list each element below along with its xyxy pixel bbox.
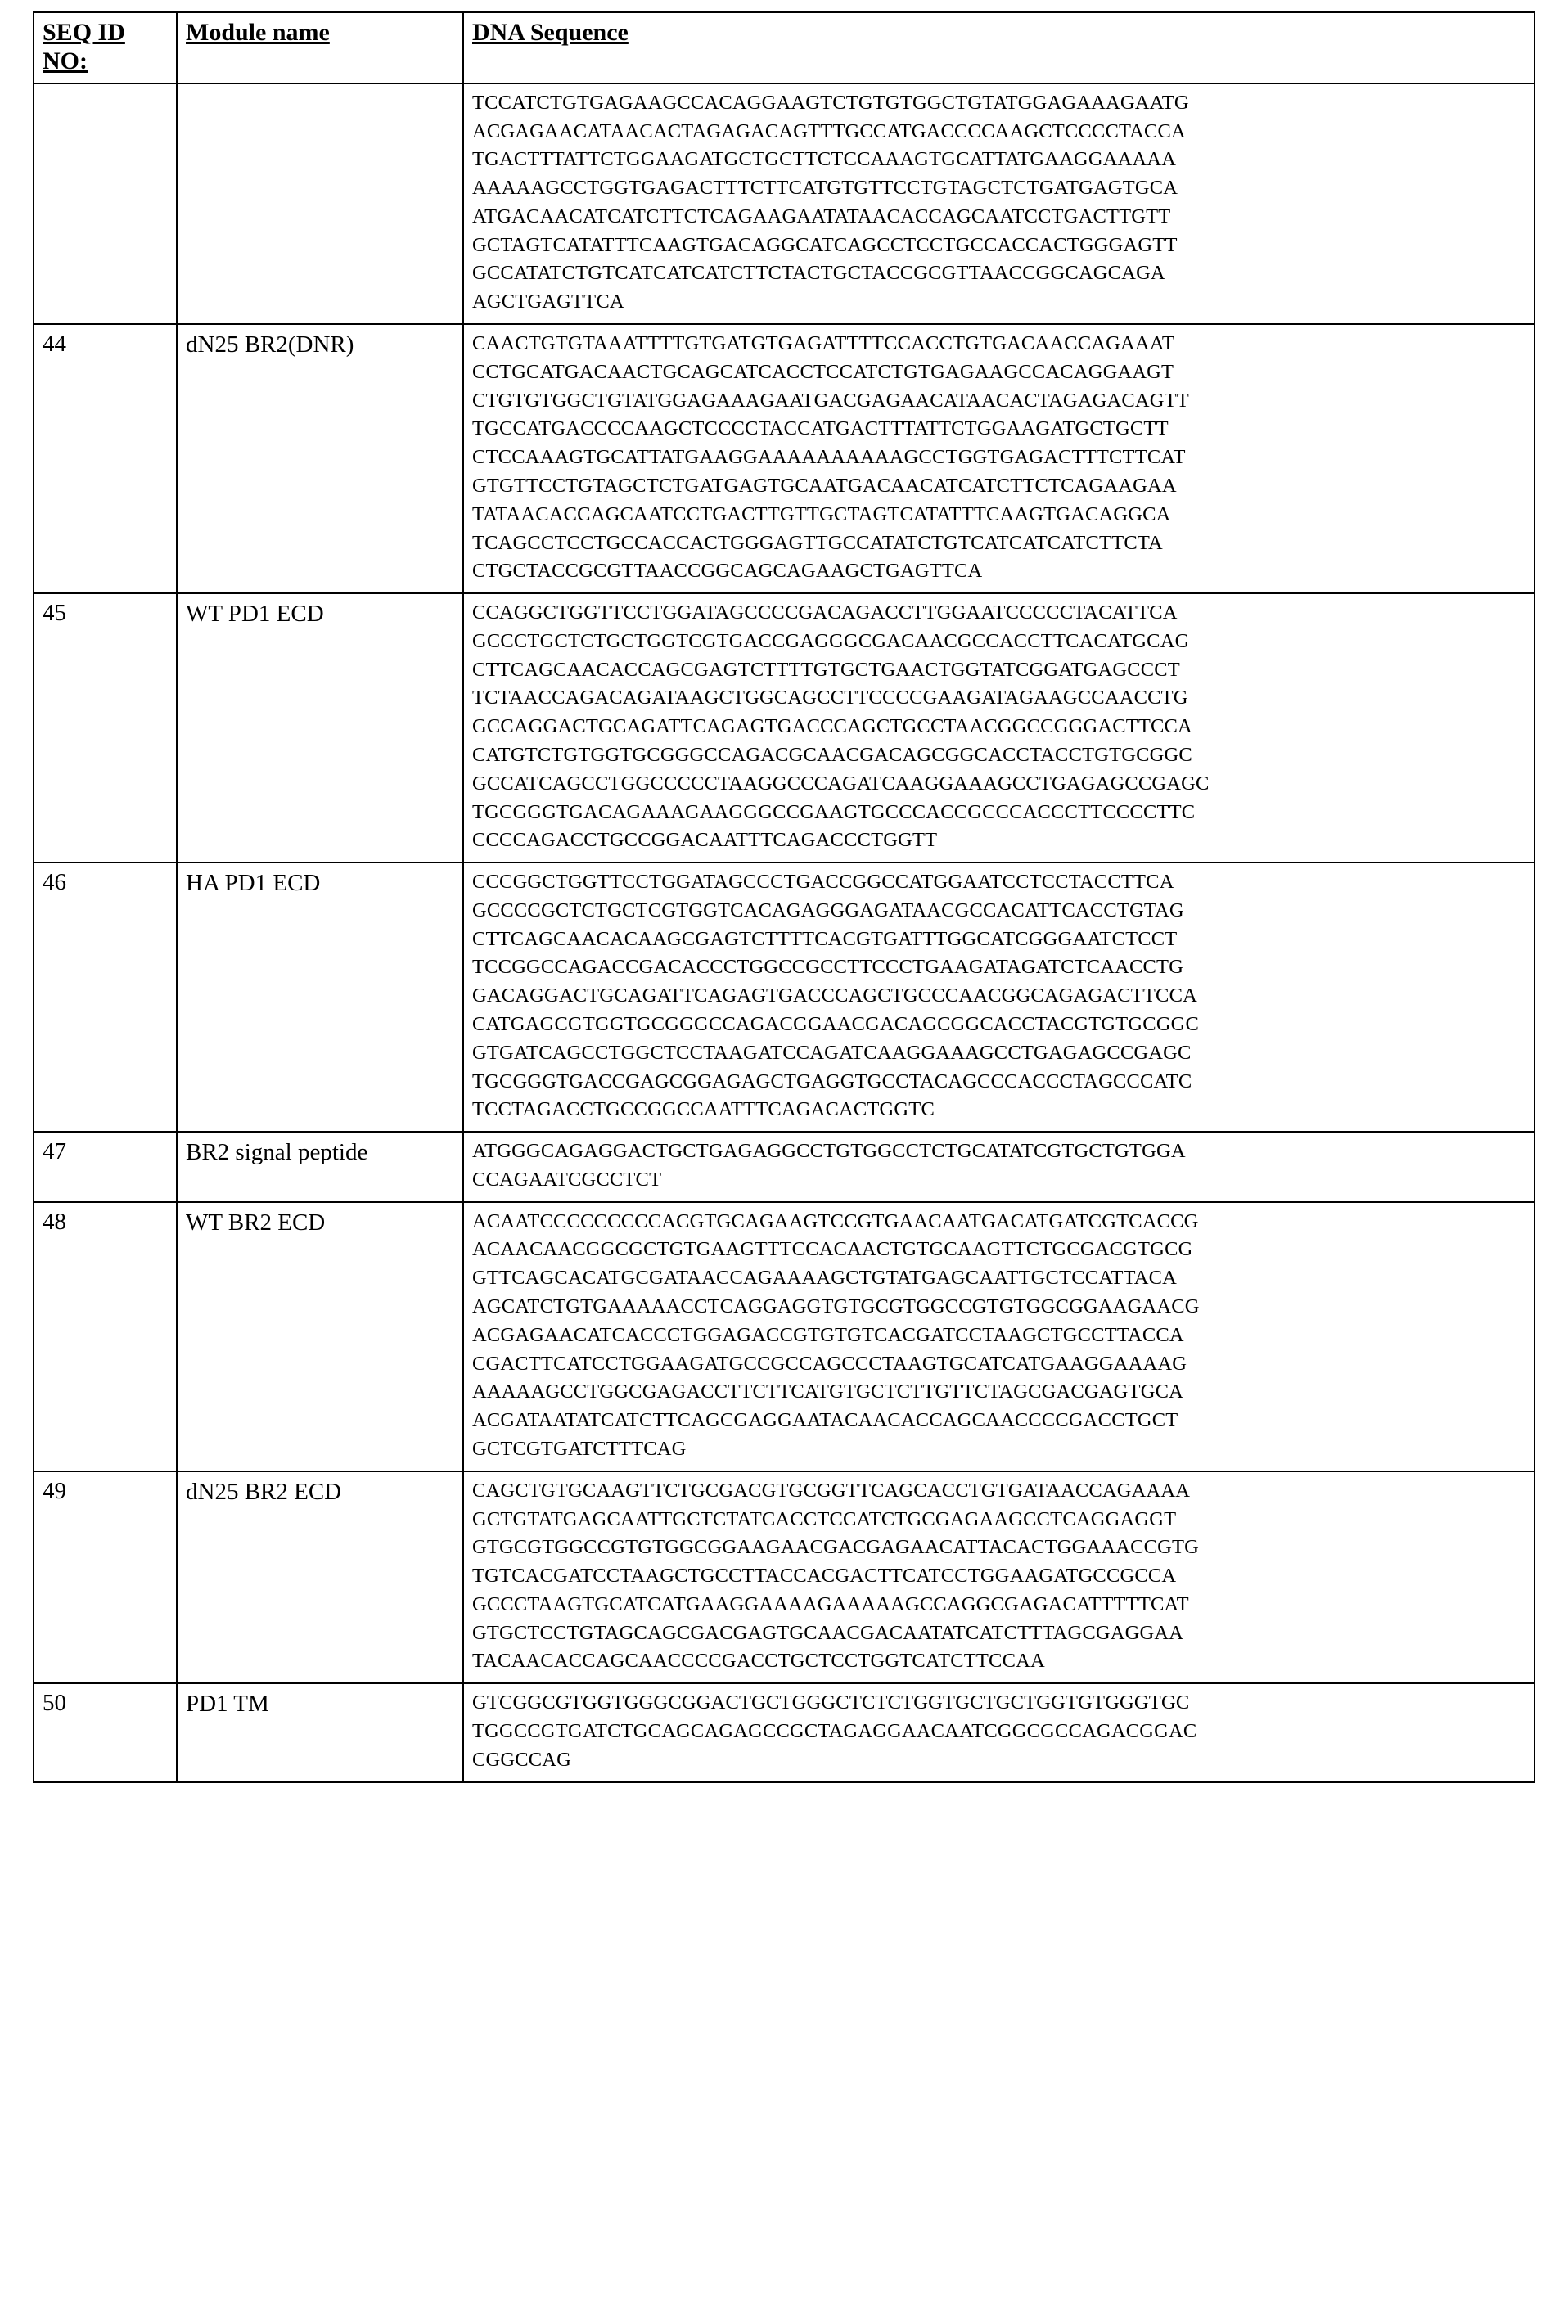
dna-sequence-line: CATGAGCGTGGTGCGGGCCAGACGGAACGACAGCGGCACCTACGTGTGCGGC — [472, 1013, 1200, 1035]
dna-sequence-line: TCCGGCCAGACCGACACCCTGGCCGCCTTCCCTGAAGATAGATCTCAACCTG — [472, 956, 1184, 979]
cell-seq-id: 45 — [34, 593, 177, 862]
table-header — [34, 12, 1534, 83]
dna-sequence-line: ACGAGAACATCACCCTGGAGACCGTGTGTCACGATCCTAAGCTGCCTTACCA — [472, 1323, 1184, 1346]
table-body — [34, 83, 1534, 1782]
dna-sequence-line: TCAGCCTCCTGCCACCACTGGGAGTTGCCATATCTGTCATCATCATCTTCTA — [472, 531, 1163, 554]
dna-sequence-line: CTGTGTGGCTGTATGGAGAAAGAATGACGAGAACATAACACTAGAGACAGTT — [472, 389, 1189, 412]
cell-dna-sequence — [463, 593, 1534, 862]
dna-sequence-line: ACAACAACGGCGCTGTGAAGTTTCCACAACTGTGCAAGTTCTGCGACGTGCG — [472, 1238, 1193, 1261]
column-header-module-name — [177, 12, 463, 83]
cell-dna-sequence — [463, 862, 1534, 1132]
dna-sequence-line: CAGCTGTGCAAGTTCTGCGACGTGCGGTTCAGCACCTGTGATAACCAGAAAA — [472, 1479, 1191, 1502]
dna-sequence-line: GTTCAGCACATGCGATAACCAGAAAAGCTGTATGAGCAATTGCTCCATTACA — [472, 1267, 1177, 1290]
dna-sequence-line: CTGCTACCGCGTTAACCGGCAGCAGAAGCTGAGTTCA — [472, 560, 983, 583]
dna-sequence-line: TGGCCGTGATCTGCAGCAGAGCCGCTAGAGGAACAATCGGCGCCAGACGGAC — [472, 1719, 1197, 1742]
dna-sequence-line: TGACTTTATTCTGGAAGATGCTGCTTCTCCAAAGTGCATTATGAAGGAAAAA — [472, 148, 1177, 171]
dna-sequence-line: GTGTTCCTGTAGCTCTGATGAGTGCAATGACAACATCATCTTCTCAGAAGAA — [472, 474, 1177, 497]
table-row — [34, 1202, 1534, 1471]
dna-sequence-line: TGTCACGATCCTAAGCTGCCTTACCACGACTTCATCCTGGAAGATGCCGCCA — [472, 1565, 1177, 1588]
table-row — [34, 324, 1534, 593]
cell-dna-sequence — [463, 1471, 1534, 1683]
table-row — [34, 862, 1534, 1132]
table-header-row — [34, 12, 1534, 83]
column-header-module-name-label: Module name — [186, 19, 330, 46]
dna-sequence-line: GTGATCAGCCTGGCTCCTAAGATCCAGATCAAGGAAAGCCTGAGAGCCGAGC — [472, 1041, 1192, 1064]
cell-module-name: dN25 BR2(DNR) — [177, 324, 463, 593]
table-row — [34, 593, 1534, 862]
dna-sequence-line: GCCATATCTGTCATCATCATCTTCTACTGCTACCGCGTTAACCGGCAGCAGA — [472, 262, 1165, 285]
dna-sequence-line: CTTCAGCAACACCAGCGAGTCTTTTGTGCTGAACTGGTATCGGATGAGCCCT — [472, 658, 1180, 681]
dna-sequence-line: CGACTTCATCCTGGAAGATGCCGCCAGCCCTAAGTGCATCATGAAGGAAAAG — [472, 1352, 1187, 1375]
dna-sequence-line: AAAAAGCCTGGTGAGACTTTCTTCATGTGTTCCTGTAGCTCTGATGAGTGCA — [472, 177, 1178, 200]
column-header-seq-id-label: SEQ ID NO: — [43, 19, 125, 75]
cell-module-name: WT BR2 ECD — [177, 1202, 463, 1471]
table-row — [34, 1132, 1534, 1202]
dna-sequence-line: CATGTCTGTGGTGCGGGCCAGACGCAACGACAGCGGCACCTACCTGTGCGGC — [472, 743, 1192, 766]
dna-sequence-line: GCCCCGCTCTGCTCGTGGTCACAGAGGGAGATAACGCCACATTCACCTGTAG — [472, 899, 1184, 921]
dna-sequence-line: CCTGCATGACAACTGCAGCATCACCTCCATCTGTGAGAAGCCACAGGAAGT — [472, 360, 1174, 383]
dna-sequence-line: GCTGTATGAGCAATTGCTCTATCACCTCCATCTGCGAGAAGCCTCAGGAGGT — [472, 1507, 1177, 1530]
cell-seq-id: 50 — [34, 1683, 177, 1781]
dna-sequence-line: GCTCGTGATCTTTCAG — [472, 1437, 687, 1460]
cell-dna-sequence — [463, 324, 1534, 593]
dna-sequence-line: GCCCTAAGTGCATCATGAAGGAAAAGAAAAAGCCAGGCGAGACATTTTTCAT — [472, 1592, 1189, 1615]
cell-module-name: WT PD1 ECD — [177, 593, 463, 862]
dna-sequence-line: ATGACAACATCATCTTCTCAGAAGAATATAACACCAGCAATCCTGACTTGTT — [472, 205, 1171, 227]
dna-sequence-line: CCCGGCTGGTTCCTGGATAGCCCTGACCGGCCATGGAATCCTCCTACCTTCA — [472, 871, 1174, 894]
cell-module-name — [177, 83, 463, 324]
dna-sequence-line: GTGCGTGGCCGTGTGGCGGAAGAACGACGAGAACATTACACTGGAAACCGTG — [472, 1536, 1200, 1559]
dna-sequence-line: CCAGAATCGCCTCT — [472, 1168, 662, 1191]
column-header-dna-sequence-label: DNA Sequence — [472, 19, 629, 46]
dna-sequence-line: TCCATCTGTGAGAAGCCACAGGAAGTCTGTGTGGCTGTATGGAGAAAGAATG — [472, 91, 1189, 114]
cell-seq-id: 48 — [34, 1202, 177, 1471]
cell-seq-id — [34, 83, 177, 324]
cell-module-name: PD1 TM — [177, 1683, 463, 1781]
dna-sequence-line: TATAACACCAGCAATCCTGACTTGTTGCTAGTCATATTTCAAGTGACAGGCA — [472, 502, 1171, 525]
dna-sequence-line: TGCGGGTGACCGAGCGGAGAGCTGAGGTGCCTACAGCCCACCCTAGCCCATC — [472, 1070, 1192, 1092]
dna-sequence-line: ACAATCCCCCCCCCACGTGCAGAAGTCCGTGAACAATGACATGATCGTCACCG — [472, 1209, 1199, 1232]
cell-dna-sequence — [463, 1202, 1534, 1471]
dna-sequence-line: CTCCAAAGTGCATTATGAAGGAAAAAAAAAAGCCTGGTGAGACTTTCTTCAT — [472, 446, 1186, 469]
dna-sequence-line: ACGATAATATCATCTTCAGCGAGGAATACAACACCAGCAACCCCGACCTGCT — [472, 1409, 1178, 1432]
dna-sequence-line: TGCGGGTGACAGAAAGAAGGGCCGAAGTGCCCACCGCCCACCCTTCCCCTTC — [472, 800, 1196, 823]
dna-sequence-line: TGCCATGACCCCAAGCTCCCCTACCATGACTTTATTCTGGAAGATGCTGCTT — [472, 417, 1169, 440]
cell-module-name: dN25 BR2 ECD — [177, 1471, 463, 1683]
cell-seq-id: 47 — [34, 1132, 177, 1202]
dna-sequence-line: GCCCTGCTCTGCTGGTCGTGACCGAGGGCGACAACGCCACCTTCACATGCAG — [472, 629, 1190, 652]
cell-seq-id: 44 — [34, 324, 177, 593]
dna-sequence-line: GCTAGTCATATTTCAAGTGACAGGCATCAGCCTCCTGCCACCACTGGGAGTT — [472, 233, 1178, 256]
cell-module-name: HA PD1 ECD — [177, 862, 463, 1132]
sequence-listing-table — [33, 11, 1535, 1783]
dna-sequence-line: CCCCAGACCTGCCGGACAATTTCAGACCCTGGTT — [472, 829, 938, 852]
dna-sequence-line: GCCAGGACTGCAGATTCAGAGTGACCCAGCTGCCTAACGGCCGGGACTTCCA — [472, 715, 1192, 738]
dna-sequence-line: GCCATCAGCCTGGCCCCCTAAGGCCCAGATCAAGGAAAGCCTGAGAGCCGAGC — [472, 772, 1210, 795]
dna-sequence-line: AAAAAGCCTGGCGAGACCTTCTTCATGTGCTCTTGTTCTAGCGACGAGTGCA — [472, 1380, 1183, 1403]
dna-sequence-line: TACAACACCAGCAACCCCGACCTGCTCCTGGTCATCTTCCAA — [472, 1650, 1045, 1673]
table-row — [34, 83, 1534, 324]
dna-sequence-line: GTGCTCCTGTAGCAGCGACGAGTGCAACGACAATATCATCTTTAGCGAGGAA — [472, 1621, 1184, 1644]
cell-dna-sequence — [463, 1132, 1534, 1202]
cell-seq-id: 46 — [34, 862, 177, 1132]
dna-sequence-line: AGCTGAGTTCA — [472, 290, 624, 313]
dna-sequence-line: TCCTAGACCTGCCGGCCAATTTCAGACACTGGTC — [472, 1098, 935, 1121]
column-header-dna-sequence — [463, 12, 1534, 83]
dna-sequence-line: TCTAACCAGACAGATAAGCTGGCAGCCTTCCCCGAAGATAGAAGCCAACCTG — [472, 687, 1188, 709]
dna-sequence-line: CAACTGTGTAAATTTTGTGATGTGAGATTTTCCACCTGTGACAACCAGAAAT — [472, 332, 1175, 355]
cell-dna-sequence — [463, 1683, 1534, 1781]
table-row — [34, 1471, 1534, 1683]
cell-dna-sequence — [463, 83, 1534, 324]
dna-sequence-line: CGGCCAG — [472, 1748, 572, 1771]
dna-sequence-line: GTCGGCGTGGTGGGCGGACTGCTGGGCTCTCTGGTGCTGCTGGTGTGGGTGC — [472, 1691, 1190, 1714]
dna-sequence-line: GACAGGACTGCAGATTCAGAGTGACCCAGCTGCCCAACGGCAGAGACTTCCA — [472, 984, 1197, 1007]
table-row — [34, 1683, 1534, 1781]
dna-sequence-line: CTTCAGCAACACAAGCGAGTCTTTTCACGTGATTTGGCATCGGGAATCTCCT — [472, 927, 1178, 950]
dna-sequence-line: CCAGGCTGGTTCCTGGATAGCCCCGACAGACCTTGGAATCCCCCTACATTCA — [472, 601, 1178, 624]
cell-module-name: BR2 signal peptide — [177, 1132, 463, 1202]
column-header-seq-id — [34, 12, 177, 83]
cell-seq-id: 49 — [34, 1471, 177, 1683]
dna-sequence-line: ATGGGCAGAGGACTGCTGAGAGGCCTGTGGCCTCTGCATATCGTGCTGTGGA — [472, 1140, 1186, 1163]
dna-sequence-line: ACGAGAACATAACACTAGAGACAGTTTGCCATGACCCCAAGCTCCCCTACCA — [472, 119, 1186, 142]
dna-sequence-line: AGCATCTGTGAAAAACCTCAGGAGGTGTGCGTGGCCGTGTGGCGGAAGAACG — [472, 1295, 1200, 1318]
